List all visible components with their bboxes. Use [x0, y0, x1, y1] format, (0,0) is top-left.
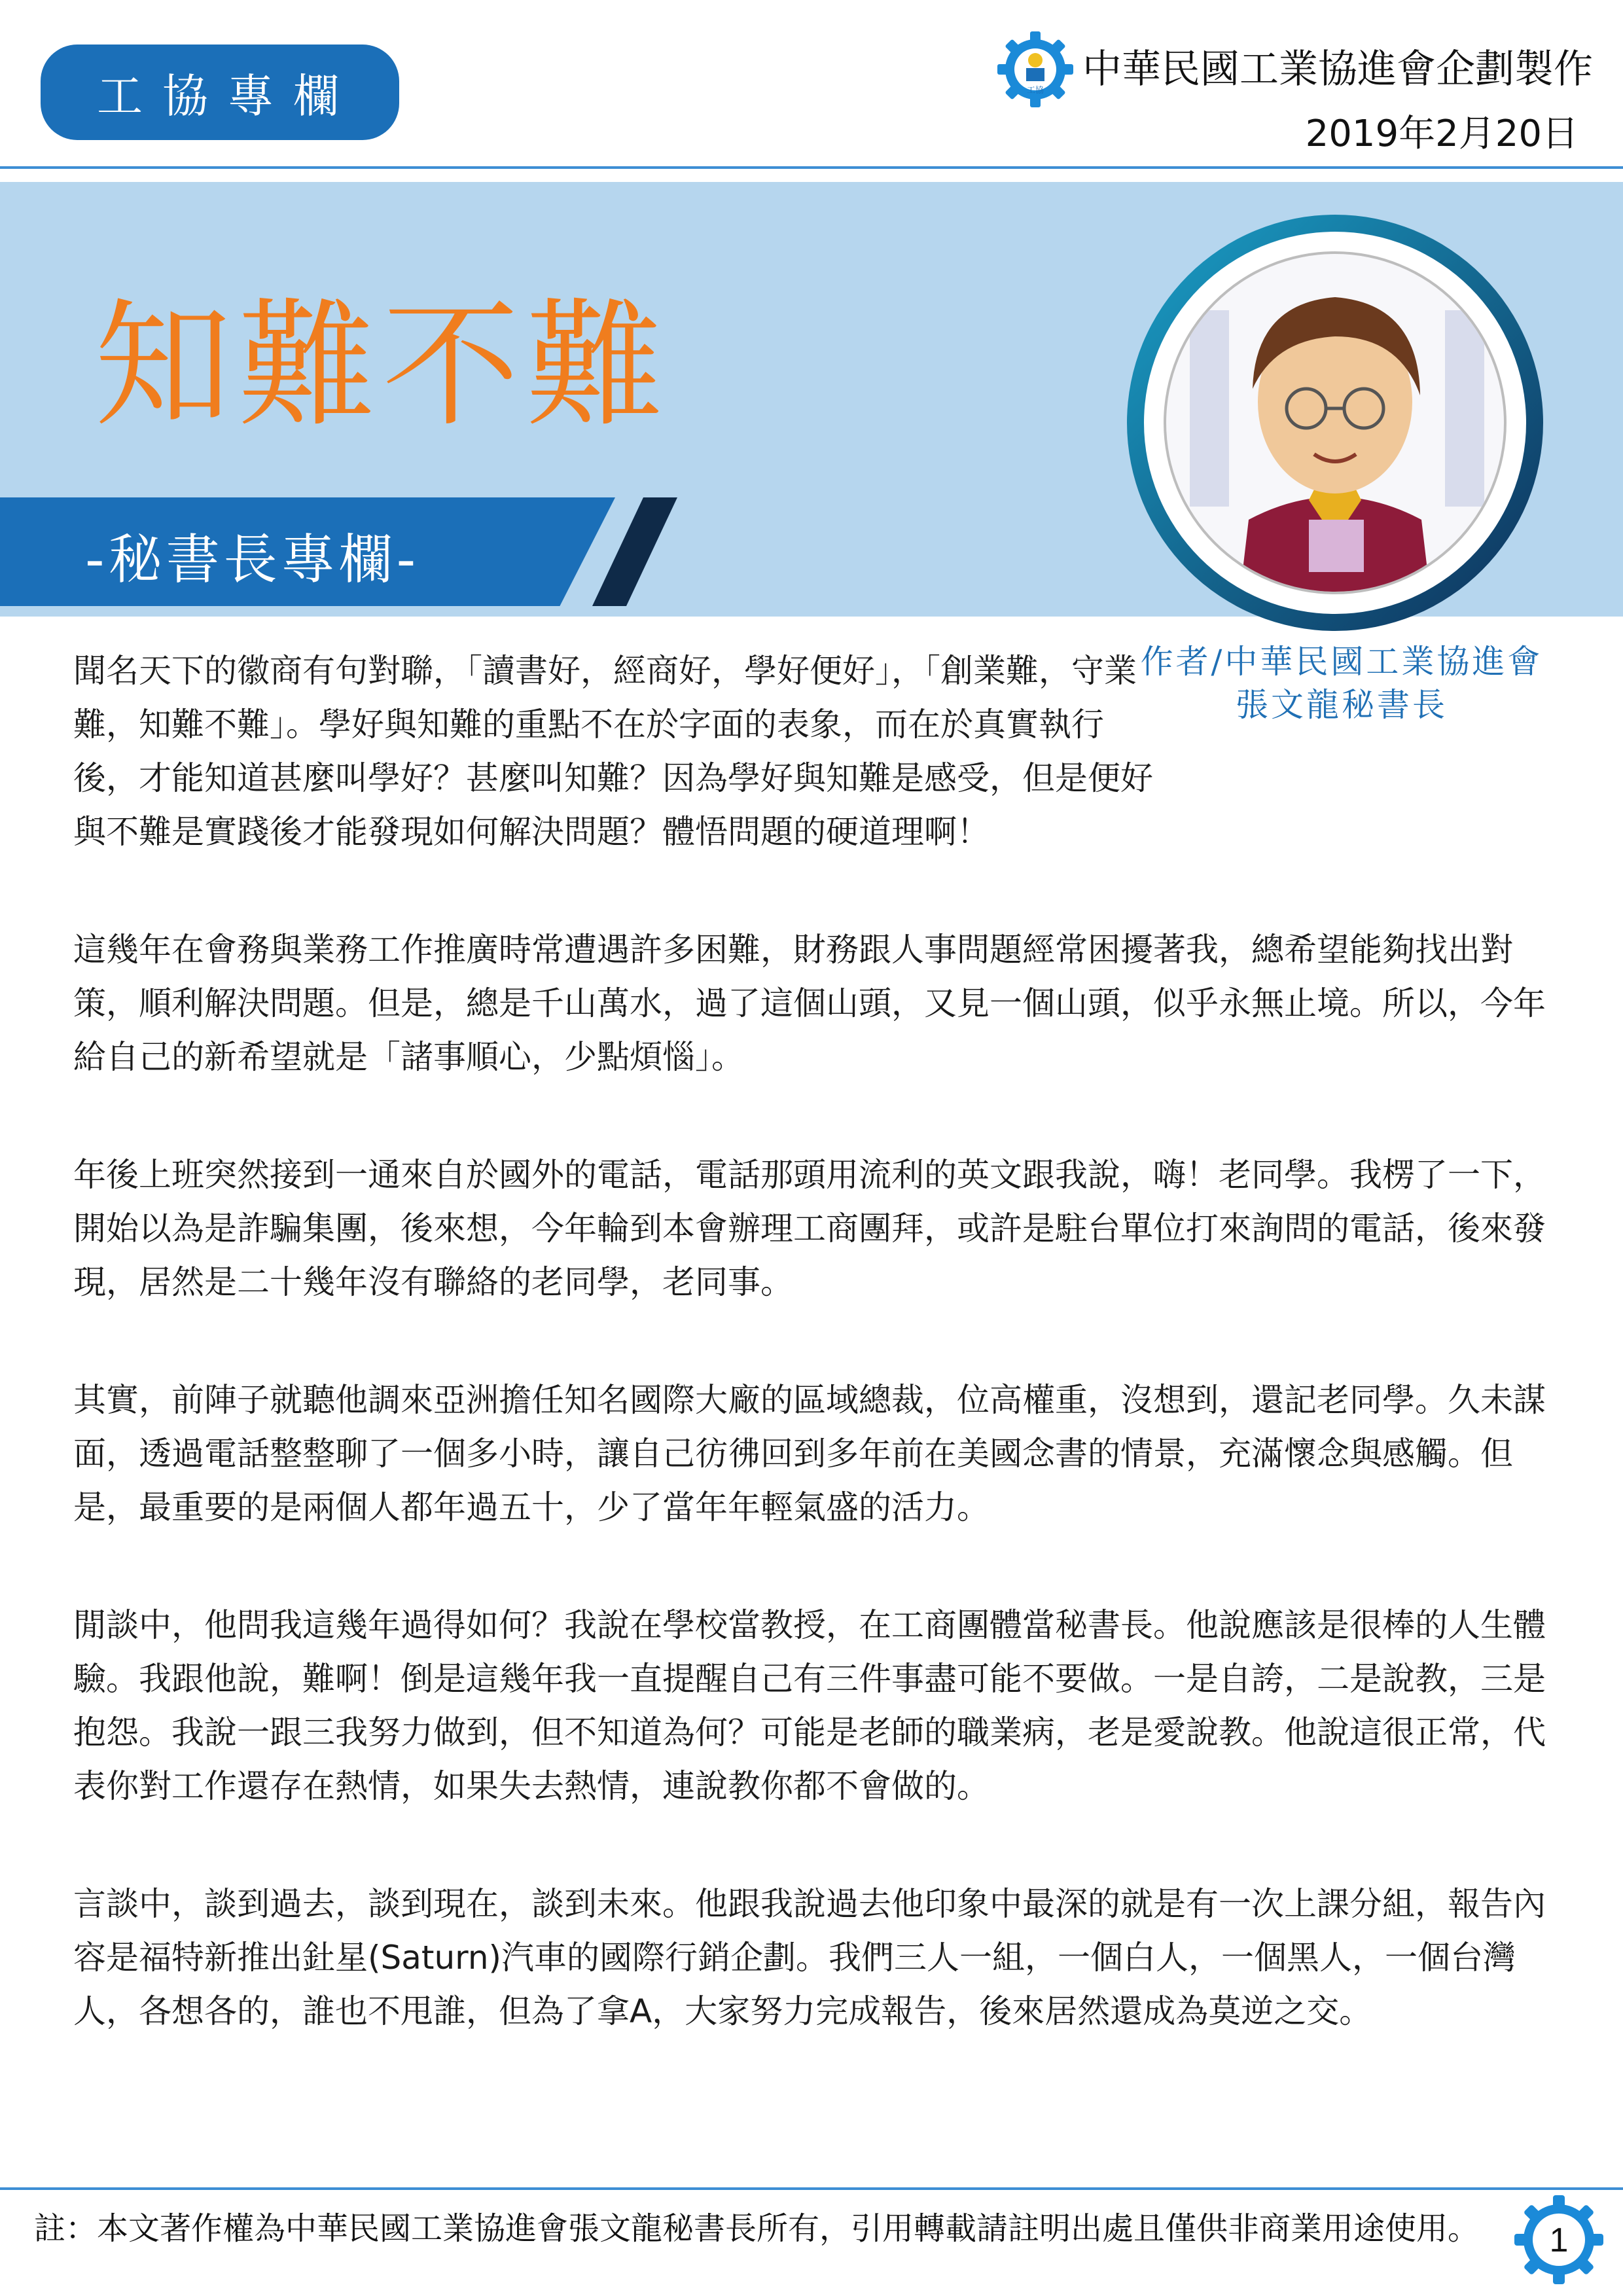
org-gear-logo — [996, 30, 1075, 109]
paragraph: 聞名天下的徽商有句對聯，「讀書好，經商好，學好便好」，「創業難，守業難，知難不難」。學好與知難的重點不在於字面的表象，而在於真實執行後，才能知道甚麼叫學好？甚麼叫知難？因為學好與知難是感受，但是便好與不難是實踐後才能發現如何解決問題？體悟問題的硬道理啊！ — [73, 652, 1153, 851]
header-divider — [0, 166, 1623, 169]
org-logo-text: 工協 — [1026, 86, 1044, 96]
page-number-gear-icon — [1513, 2194, 1605, 2286]
article-body — [73, 644, 1572, 2102]
paragraph: 言談中，談到過去，談到現在，談到未來。他跟我說過去他印象中最深的就是有一次上課分組，報告內容是福特新推出釷星(Saturn)汽車的國際行銷企劃。我們三人一組，一個白人，一個黑人，一個台灣人，各想各的，誰也不甩誰，但為了拿A，大家努力完成報告，後來居然還成為莫逆之交。 — [73, 1885, 1546, 2030]
column-subtitle: -秘書長專欄- — [85, 529, 420, 591]
publish-date: 2019年2月20日 — [1305, 113, 1578, 155]
byline-author: 張文龍秘書長 — [1236, 686, 1448, 724]
paragraph: 年後上班突然接到一通來自於國外的電話，電話那頭用流利的英文跟我說，嗨！老同學。我楞了一下，開始以為是詐騙集團，後來想，今年輪到本會辦理工商團拜，或許是駐台單位打來詢問的電話，後來發現，居然是二十幾年沒有聯絡的老同學，老同事。 — [73, 1156, 1546, 1301]
column-badge: 工協專欄 — [41, 45, 399, 140]
author-portrait — [1124, 212, 1546, 634]
copyright-note: 註：本文著作權為中華民國工業協進會張文龍秘書長所有，引用轉載請註明出處且僅供非商業用途使用。 — [34, 2210, 1480, 2247]
byline-affiliation: 作者/中華民國工業協進會 — [1140, 643, 1543, 681]
org-name: 中華民國工業協進會企劃製作 — [1082, 46, 1593, 92]
paragraph: 這幾年在會務與業務工作推廣時常遭遇許多困難，財務跟人事問題經常困擾著我，總希望能夠找出對策，順利解決問題。但是，總是千山萬水，過了這個山頭，又見一個山頭，似乎永無止境。所以，今年給自己的新希望就是「諸事順心，少點煩惱」。 — [73, 931, 1546, 1076]
paragraph: 其實，前陣子就聽他調來亞洲擔任知名國際大廠的區域總裁，位高權重，沒想到，還記老同學。久未謀面，透過電話整整聊了一個多小時，讓自己彷彿回到多年前在美國念書的情景，充滿懷念與感觸。但是，最重要的是兩個人都年過五十，少了當年年輕氣盛的活力。 — [73, 1381, 1546, 1526]
page-number: 1 — [1549, 2221, 1569, 2259]
paragraph: 閒談中，他問我這幾年過得如何？我說在學校當教授，在工商團體當秘書長。他說應該是很棒的人生體驗。我跟他說，難啊！倒是這幾年我一直提醒自己有三件事盡可能不要做。一是自誇，二是說教，三是抱怨。我說一跟三我努力做到，但不知道為何？可能是老師的職業病，老是愛說教。他說這很正常，代表你對工作還存在熱情，如果失去熱情，連說教你都不會做的。 — [73, 1606, 1546, 1805]
footer-divider — [0, 2187, 1623, 2190]
article-title: 知難不難 — [94, 285, 671, 446]
